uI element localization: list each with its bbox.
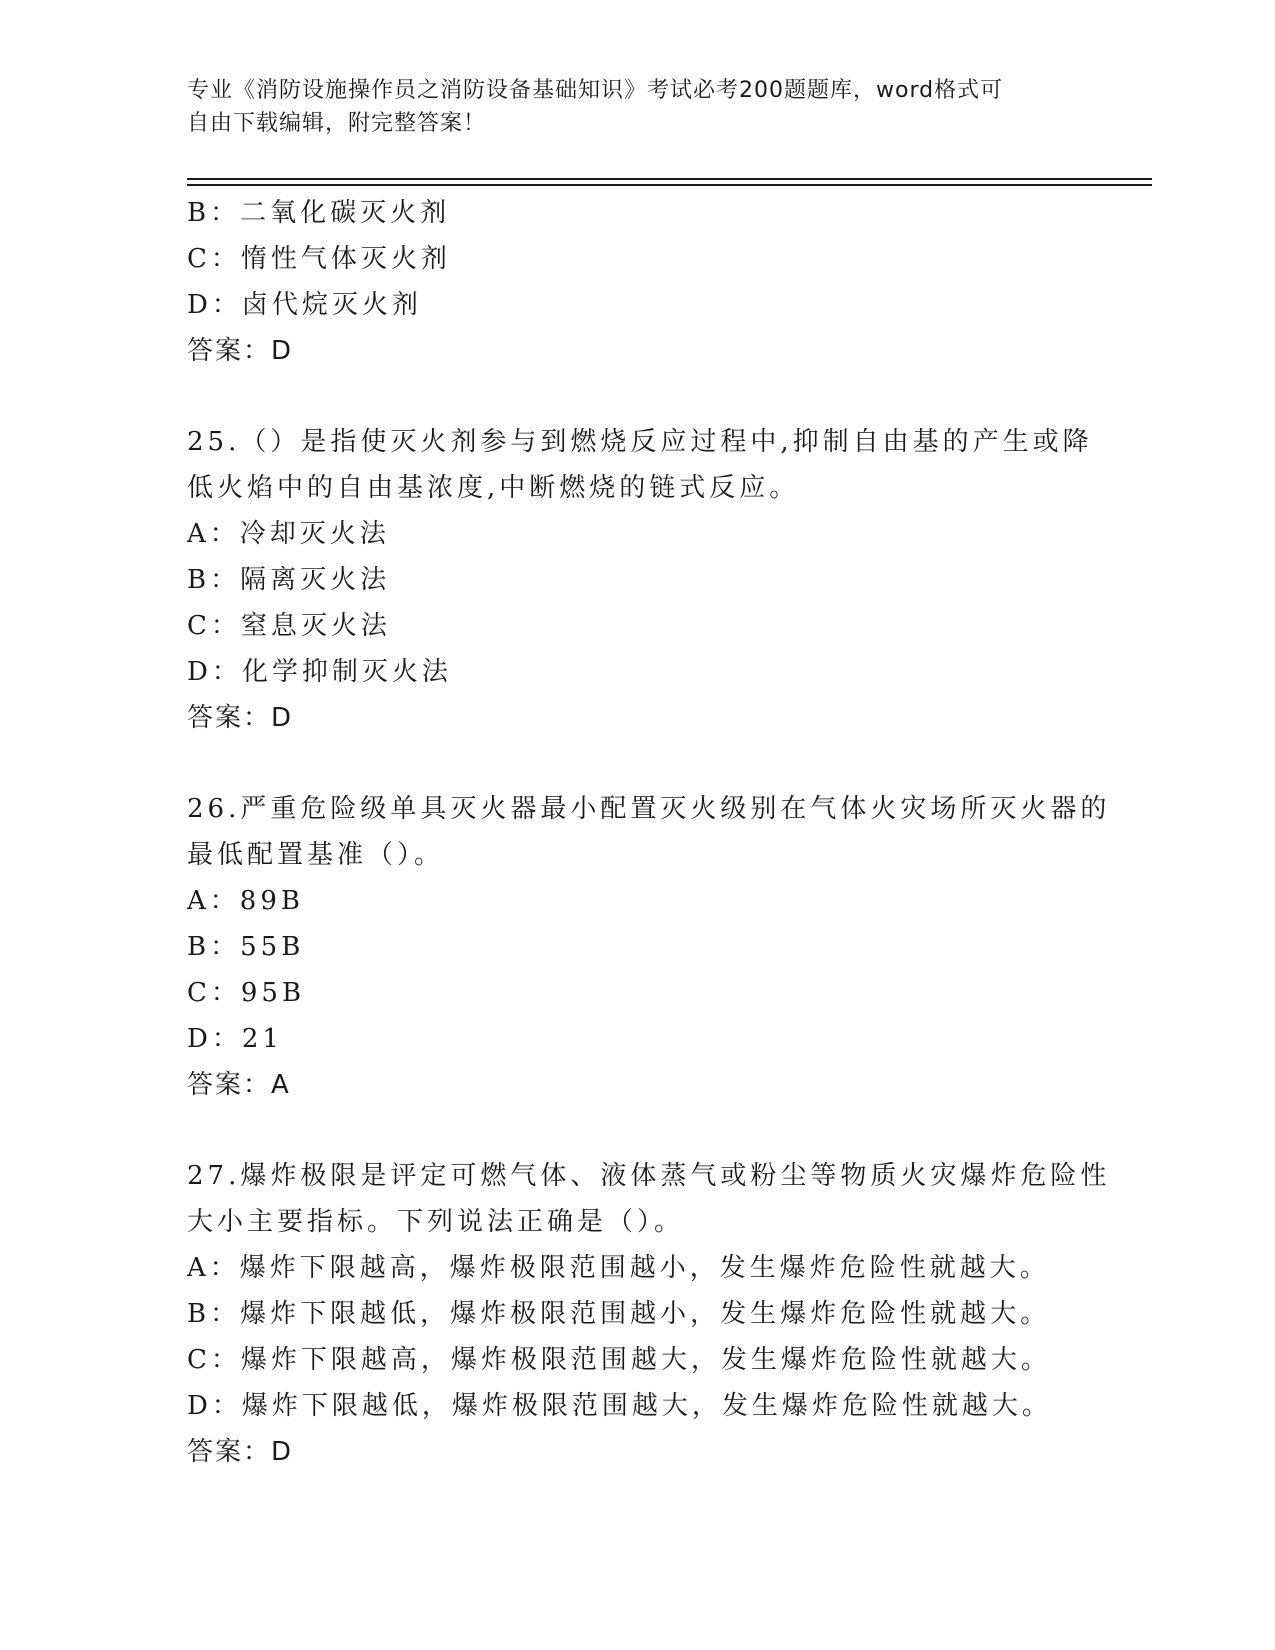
question-25-stem-line-1: 25.（）是指使灭火剂参与到燃烧反应过程中,抑制自由基的产生或降 [187, 427, 1093, 457]
question-26-option-c: C：95B [187, 978, 306, 1008]
spacer [187, 374, 1087, 419]
header-divider-top [187, 178, 1152, 180]
spacer [187, 741, 1087, 786]
question-25-stem-line-2: 低火焰中的自由基浓度,中断燃烧的链式反应。 [187, 473, 800, 503]
question-27-option-d: D：爆炸下限越低，爆炸极限范围越大，发生爆炸危险性就越大。 [187, 1391, 1052, 1421]
question-24-option-c: C：惰性气体灭火剂 [187, 244, 451, 274]
question-27-option-b: B：爆炸下限越低，爆炸极限范围越小，发生爆炸危险性就越大。 [187, 1299, 1051, 1329]
question-27-option-c: C：爆炸下限越高，爆炸极限范围越大，发生爆炸危险性就越大。 [187, 1345, 1051, 1375]
question-25-option-a: A：冷却灭火法 [187, 519, 390, 549]
document-header [187, 74, 1067, 140]
header-line-1: 专业《消防设施操作员之消防设备基础知识》考试必考200题题库，word格式可 [187, 78, 1004, 103]
question-24-block [187, 190, 1087, 374]
question-24-option-b: B：二氧化碳灭火剂 [187, 198, 451, 228]
question-27-stem-line-2: 大小主要指标。下列说法正确是（）。 [187, 1207, 685, 1237]
question-26-stem-line-1: 26.严重危险级单具灭火器最小配置灭火级别在气体火灾场所灭火器的 [187, 794, 1111, 824]
spacer [187, 1108, 1087, 1153]
question-25-option-b: B：隔离灭火法 [187, 565, 391, 595]
question-25-block [187, 419, 1093, 741]
question-27-answer: 答案：D [187, 1437, 294, 1467]
question-24-answer: 答案：D [187, 336, 294, 366]
question-25-answer: 答案：D [187, 703, 294, 733]
header-line-2: 自由下载编辑，附完整答案！ [187, 111, 487, 136]
question-26-answer: 答案：A [187, 1070, 291, 1100]
question-25-option-d: D：化学抑制灭火法 [187, 657, 452, 687]
question-26-option-a: A：89B [187, 886, 304, 916]
question-26-block [187, 786, 1111, 1108]
question-26-stem-line-2: 最低配置基准（）。 [187, 840, 445, 870]
question-25-option-c: C：窒息灭火法 [187, 611, 391, 641]
question-27-option-a: A：爆炸下限越高，爆炸极限范围越小，发生爆炸危险性就越大。 [187, 1253, 1050, 1283]
question-27-stem-line-1: 27.爆炸极限是评定可燃气体、液体蒸气或粉尘等物质火灾爆炸危险性 [187, 1161, 1111, 1191]
question-26-option-b: B：55B [187, 932, 305, 962]
question-24-option-d: D：卤代烷灭火剂 [187, 290, 422, 320]
header-divider-bottom [187, 184, 1152, 186]
question-list [187, 190, 1111, 1475]
question-26-option-d: D：21 [187, 1024, 283, 1054]
question-27-block [187, 1153, 1111, 1475]
